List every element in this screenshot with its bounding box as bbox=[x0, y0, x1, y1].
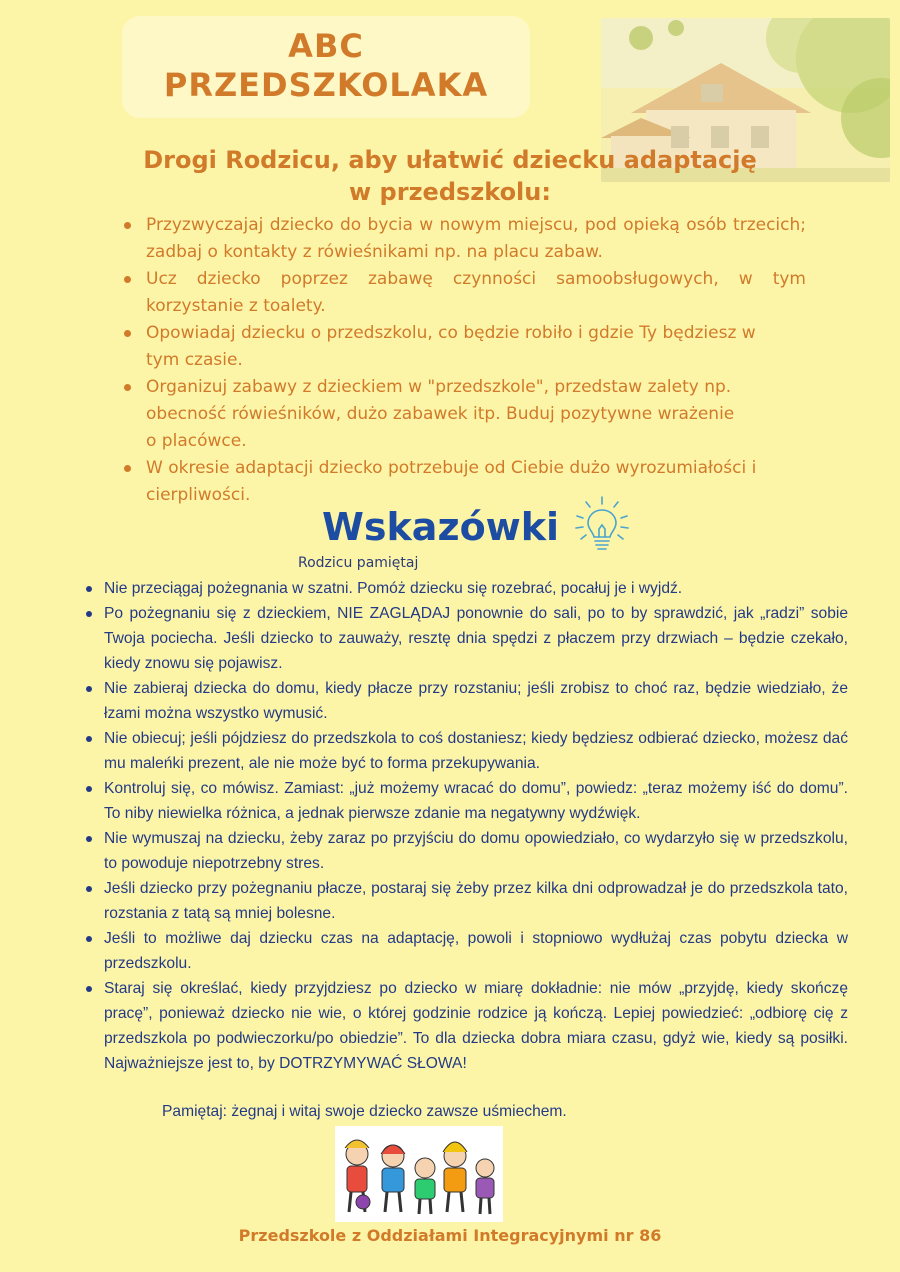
tip-item: Jeśli to możliwe daj dziecku czas na adaptację, powoli i stopniowo wydłużaj czas pobytu dziecka w przedszkolu. bbox=[84, 926, 848, 976]
tip-item: Staraj się określać, kiedy przyjdziesz po dziecko w miarę dokładnie: nie mów „przyjdę, kiedy skończę pracę”, ponieważ dziecko nie wie, o której godzinie rodzice ją kończą. Lepiej powiedzieć: „odbiorę cię z przedszkola po podwieczorku/po obiedzie”. To dla dziecka dobra miara czasu, gdyż wie, kiedy są posiłki. Najważniejsze jest to, by DOTRZYMYWAĆ SŁOWA! bbox=[84, 976, 848, 1076]
tips-list bbox=[84, 576, 848, 1076]
tip-item: Nie wymuszaj na dziecku, żeby zaraz po przyjściu do domu opowiedziało, co wydarzyło się w przedszkolu, to powoduje niepotrzebny stres. bbox=[84, 826, 848, 876]
intro-item: Ucz dziecko poprzez zabawę czynności samoobsługowych, w tym korzystanie z toalety. bbox=[120, 266, 806, 320]
closing-note: Pamiętaj: żegnaj i witaj swoje dziecko zawsze uśmiechem. bbox=[162, 1103, 567, 1120]
tips-heading: Wskazówki bbox=[322, 505, 560, 549]
tips-subheading: Rodzicu pamiętaj bbox=[298, 555, 419, 571]
tip-item: Nie zabieraj dziecka do domu, kiedy płacze przy rozstaniu; jeśli zrobisz to choć raz, będzie wiedziało, że łzami można wszystko wymusić. bbox=[84, 676, 848, 726]
intro-list bbox=[120, 212, 806, 509]
tip-item: Nie obiecuj; jeśli pójdziesz do przedszkola to coś dostaniesz; kiedy będziesz odbierać dziecko, możesz dać mu maleńki prezent, ale nie może być to forma przekupywania. bbox=[84, 726, 848, 776]
tip-item: Jeśli dziecko przy pożegnaniu płacze, postaraj się żeby przez kilka dni odprowadzał je do przedszkola tato, rozstania z tatą są mniej bolesne. bbox=[84, 876, 848, 926]
intro-item: W okresie adaptacji dziecko potrzebuje od Ciebie dużo wyrozumiałości i cierpliwości. bbox=[120, 455, 806, 509]
intro-item: Opowiadaj dziecku o przedszkolu, co będzie robiło i gdzie Ty będziesz w tym czasie. bbox=[120, 320, 806, 374]
intro-heading-line-1: Drogi Rodzicu, aby ułatwić dziecku adaptację bbox=[143, 146, 757, 174]
tip-item: Nie przeciągaj pożegnania w szatni. Pomóż dziecku się rozebrać, pocałuj je i wyjdź. bbox=[84, 576, 848, 601]
intro-item: Przyzwyczajaj dziecko do bycia w nowym miejscu, pod opieką osób trzecich; zadbaj o kontakty z rówieśnikami np. na placu zabaw. bbox=[120, 212, 806, 266]
title-line-1: ABC bbox=[288, 27, 364, 65]
tip-item: Kontroluj się, co mówisz. Zamiast: „już możemy wracać do domu”, powiedz: „teraz możemy iść do domu”. To niby niewielka różnica, a jednak pierwsze zdanie ma negatywny wydźwięk. bbox=[84, 776, 848, 826]
intro-item: Organizuj zabawy z dzieckiem w "przedszkole", przedstaw zalety np. obecność rówieśników, dużo zabawek itp. Buduj pozytywne wrażenie o placówce. bbox=[120, 374, 806, 455]
intro-heading-line-2: w przedszkolu: bbox=[349, 178, 551, 206]
children-illustration bbox=[335, 1126, 503, 1222]
tip-item: Po pożegnaniu się z dzieckiem, NIE ZAGLĄDAJ ponownie do sali, po to by sprawdzić, jak „radzi” sobie Twoja pociecha. Jeśli dziecko to zauważy, resztę dnia spędzi z płaczem przy drzwiach – będzie czekało, kiedy znowu się pojawisz. bbox=[84, 601, 848, 676]
lightbulb-icon bbox=[572, 494, 632, 556]
title-line-2: PRZEDSZKOLAKA bbox=[163, 66, 489, 104]
footer-school-name: Przedszkole z Oddziałami Integracyjnymi nr 86 bbox=[238, 1226, 662, 1245]
